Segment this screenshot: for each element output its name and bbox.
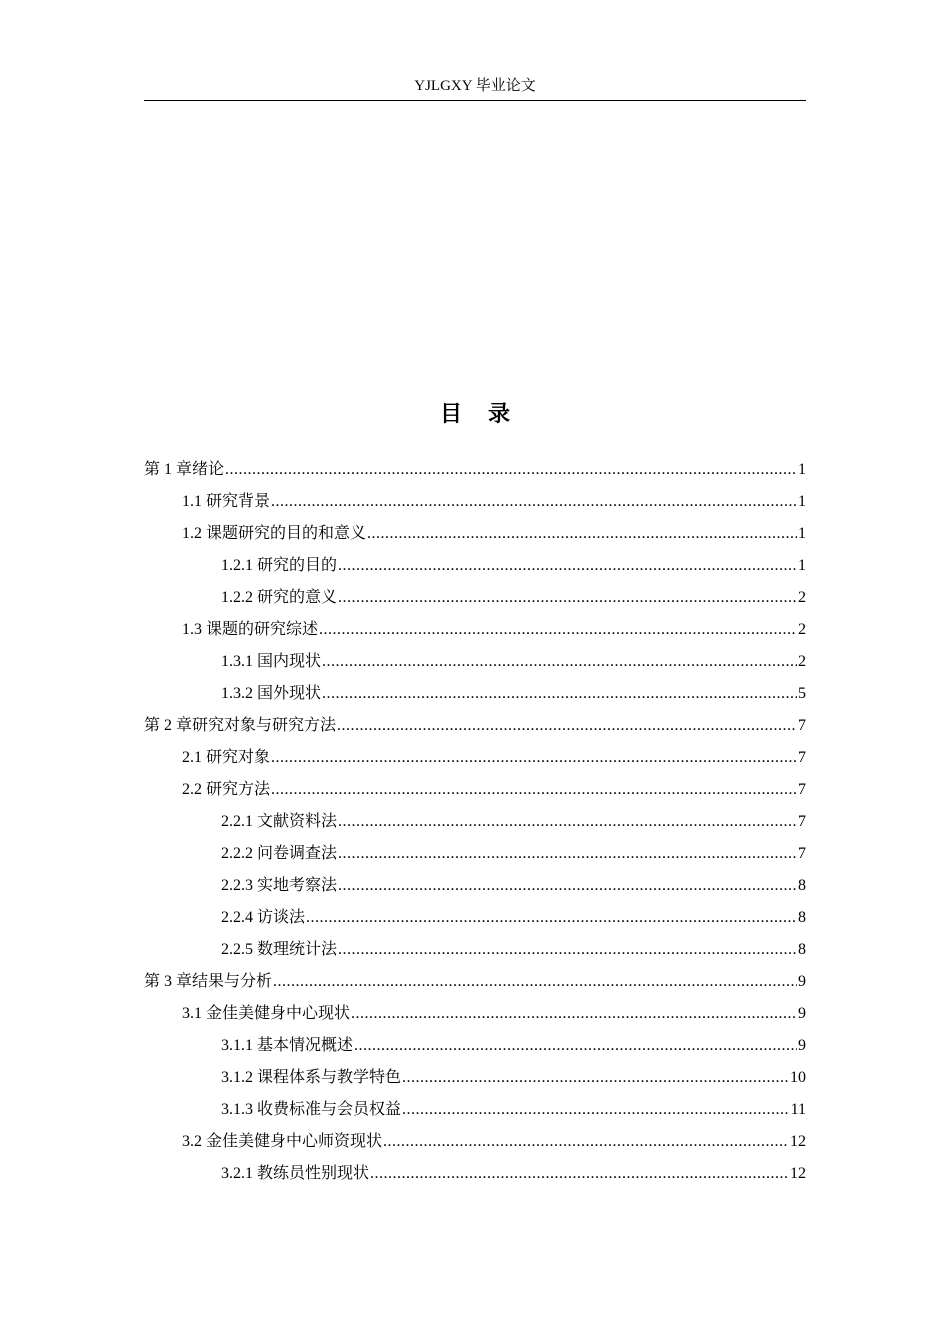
toc-dot-leader — [306, 902, 797, 934]
toc-entry-page-number: 1 — [798, 493, 806, 510]
toc-entry-label: 2.2.3 实地考察法 — [221, 877, 338, 894]
toc-entry[interactable] — [144, 1094, 806, 1126]
toc-entry[interactable] — [144, 934, 806, 966]
toc-dot-leader — [271, 486, 797, 518]
table-of-contents — [144, 454, 806, 1190]
toc-entry-page-number: 9 — [798, 1005, 806, 1022]
toc-entry-label: 3.1.3 收费标准与会员权益 — [221, 1101, 402, 1118]
toc-entry[interactable] — [144, 1030, 806, 1062]
toc-entry[interactable] — [144, 870, 806, 902]
toc-entry[interactable] — [144, 710, 806, 742]
toc-entry-page-number: 7 — [798, 813, 806, 830]
toc-entry[interactable] — [144, 550, 806, 582]
toc-dot-leader — [370, 1158, 789, 1190]
toc-dot-leader — [351, 998, 797, 1030]
header-divider — [144, 100, 806, 101]
toc-entry-label: 1.1 研究背景 — [182, 493, 271, 510]
toc-entry-page-number: 8 — [798, 909, 806, 926]
toc-dot-leader — [271, 742, 797, 774]
toc-entry-label: 1.2.2 研究的意义 — [221, 589, 338, 606]
toc-entry-page-number: 9 — [798, 1037, 806, 1054]
toc-entry-label: 3.1.2 课程体系与教学特色 — [221, 1069, 402, 1086]
toc-entry-label: 第 3 章结果与分析 — [144, 973, 273, 990]
toc-dot-leader — [402, 1094, 790, 1126]
toc-dot-leader — [338, 934, 797, 966]
toc-entry[interactable] — [144, 838, 806, 870]
toc-dot-leader — [367, 518, 797, 550]
toc-entry-label: 2.1 研究对象 — [182, 749, 271, 766]
toc-dot-leader — [402, 1062, 789, 1094]
toc-entry-label: 2.2.4 访谈法 — [221, 909, 306, 926]
toc-entry-label: 第 2 章研究对象与研究方法 — [144, 717, 337, 734]
toc-dot-leader — [273, 966, 797, 998]
toc-dot-leader — [383, 1126, 789, 1158]
toc-entry-label: 3.1 金佳美健身中心现状 — [182, 1005, 351, 1022]
toc-entry-page-number: 10 — [790, 1069, 806, 1086]
toc-entry[interactable] — [144, 582, 806, 614]
toc-dot-leader — [322, 678, 797, 710]
toc-dot-leader — [338, 870, 797, 902]
toc-entry-label: 1.2.1 研究的目的 — [221, 557, 338, 574]
page-header: YJLGXY 毕业论文 — [414, 78, 536, 94]
toc-dot-leader — [354, 1030, 797, 1062]
toc-dot-leader — [338, 838, 797, 870]
toc-entry[interactable] — [144, 1126, 806, 1158]
toc-entry[interactable] — [144, 742, 806, 774]
toc-entry-page-number: 1 — [798, 461, 806, 478]
toc-entry[interactable] — [144, 518, 806, 550]
toc-dot-leader — [271, 774, 797, 806]
toc-entry-page-number: 12 — [790, 1165, 806, 1182]
toc-entry-page-number: 2 — [798, 589, 806, 606]
toc-dot-leader — [322, 646, 797, 678]
toc-entry-label: 2.2.1 文献资料法 — [221, 813, 338, 830]
toc-entry-page-number: 7 — [798, 845, 806, 862]
toc-dot-leader — [338, 582, 797, 614]
toc-entry-label: 1.3.2 国外现状 — [221, 685, 322, 702]
toc-entry-page-number: 9 — [798, 973, 806, 990]
toc-entry[interactable] — [144, 998, 806, 1030]
toc-dot-leader — [338, 806, 797, 838]
toc-dot-leader — [337, 710, 797, 742]
toc-dot-leader — [225, 454, 797, 486]
toc-entry[interactable] — [144, 902, 806, 934]
toc-entry-page-number: 8 — [798, 877, 806, 894]
toc-title: 目录 — [439, 401, 536, 426]
toc-dot-leader — [338, 550, 797, 582]
toc-entry-page-number: 7 — [798, 781, 806, 798]
toc-entry-label: 1.2 课题研究的目的和意义 — [182, 525, 367, 542]
toc-entry-page-number: 5 — [798, 685, 806, 702]
toc-entry-page-number: 7 — [798, 717, 806, 734]
toc-entry[interactable] — [144, 454, 806, 486]
toc-entry-label: 第 1 章绪论 — [144, 461, 225, 478]
toc-entry[interactable] — [144, 646, 806, 678]
toc-entry-label: 3.2 金佳美健身中心师资现状 — [182, 1133, 383, 1150]
toc-entry-label: 2.2 研究方法 — [182, 781, 271, 798]
toc-entry-label: 3.2.1 教练员性别现状 — [221, 1165, 370, 1182]
toc-entry-page-number: 12 — [790, 1133, 806, 1150]
toc-entry-label: 2.2.5 数理统计法 — [221, 941, 338, 958]
toc-entry[interactable] — [144, 966, 806, 998]
toc-entry[interactable] — [144, 678, 806, 710]
toc-entry-label: 1.3.1 国内现状 — [221, 653, 322, 670]
toc-entry[interactable] — [144, 1062, 806, 1094]
toc-dot-leader — [319, 614, 797, 646]
toc-entry-page-number: 2 — [798, 653, 806, 670]
toc-entry-label: 3.1.1 基本情况概述 — [221, 1037, 354, 1054]
toc-entry-page-number: 1 — [798, 525, 806, 542]
toc-entry[interactable] — [144, 1158, 806, 1190]
toc-entry[interactable] — [144, 614, 806, 646]
toc-entry-page-number: 8 — [798, 941, 806, 958]
toc-entry-page-number: 1 — [798, 557, 806, 574]
toc-entry-label: 2.2.2 问卷调查法 — [221, 845, 338, 862]
toc-entry[interactable] — [144, 486, 806, 518]
toc-entry-label: 1.3 课题的研究综述 — [182, 621, 319, 638]
toc-entry[interactable] — [144, 774, 806, 806]
toc-entry-page-number: 7 — [798, 749, 806, 766]
toc-entry[interactable] — [144, 806, 806, 838]
toc-entry-page-number: 2 — [798, 621, 806, 638]
toc-entry-page-number: 11 — [790, 1101, 806, 1118]
